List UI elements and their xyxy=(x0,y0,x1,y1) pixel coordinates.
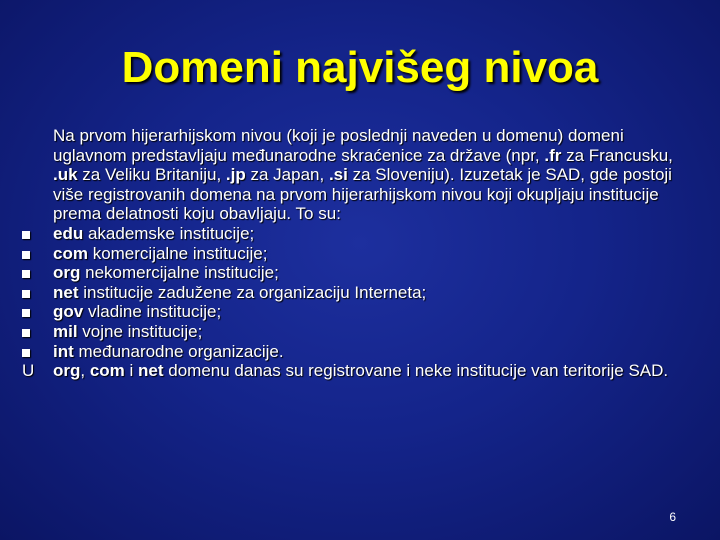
square-bullet-icon xyxy=(22,231,30,239)
intro-text-jp: za Japan, xyxy=(245,165,329,185)
slide-title: Domeni najvišeg nivoa xyxy=(121,43,599,92)
domain-code-uk: .uk xyxy=(53,165,78,185)
domain-code-net: net xyxy=(138,361,164,381)
closing-separator: , xyxy=(80,361,90,381)
domain-description: nekomercijalne institucije; xyxy=(80,263,279,283)
domain-code: mil xyxy=(53,321,78,341)
domain-description: akademske institucije; xyxy=(83,223,255,243)
square-bullet-icon xyxy=(22,309,30,317)
list-item xyxy=(22,244,702,264)
square-bullet-icon xyxy=(22,270,30,278)
domain-code: int xyxy=(53,341,74,361)
domain-description: institucije zadužene za organizaciju Interneta; xyxy=(78,282,427,302)
intro-text-uk: za Veliku Britaniju, xyxy=(77,165,226,185)
domain-description: vladine institucije; xyxy=(83,302,222,322)
closing-paragraph xyxy=(22,361,702,381)
list-item xyxy=(22,263,702,283)
domain-description: komercijalne institucije; xyxy=(87,243,268,263)
domain-code-com: com xyxy=(89,361,125,381)
domain-code: org xyxy=(53,263,81,283)
page-number: 6 xyxy=(669,510,676,524)
domain-code-fr: .fr xyxy=(544,145,562,165)
intro-text-si: za Sloveniju). Izuzetak je SAD, gde postoji više registrovanih domena na prvom hijerarhijskom nivou koji okupljaju institucije prema delatnosti koju obavljaju. To su: xyxy=(53,165,672,224)
domain-code: net xyxy=(53,282,79,302)
domain-code-org: org xyxy=(53,361,81,381)
closing-separator: i xyxy=(124,361,139,381)
list-item xyxy=(22,322,702,342)
square-bullet-icon xyxy=(22,251,30,259)
list-item xyxy=(22,342,702,362)
domain-description: vojne institucije; xyxy=(77,321,203,341)
list-item xyxy=(22,283,702,303)
list-item xyxy=(22,224,702,244)
square-bullet-icon xyxy=(22,290,30,298)
domain-code: edu xyxy=(53,223,84,243)
closing-lead: U xyxy=(22,361,35,381)
closing-text: domenu danas su registrovane i neke institucije van teritorije SAD. xyxy=(163,361,669,381)
domain-code-si: .si xyxy=(328,165,348,185)
intro-text-fr: za Francusku, xyxy=(561,145,673,165)
square-bullet-icon xyxy=(22,329,30,337)
square-bullet-icon xyxy=(22,349,30,357)
intro-text: Na prvom hijerarhijskom nivou (koji je poslednji naveden u domenu) domeni uglavnom predstavljaju međunarodne skraćenice za države (npr, xyxy=(53,126,624,165)
domain-description: međunarodne organizacije. xyxy=(73,341,284,361)
domain-code-jp: .jp xyxy=(225,165,246,185)
list-item xyxy=(22,302,702,322)
intro-paragraph xyxy=(22,126,702,224)
domain-code: com xyxy=(53,243,88,263)
domain-code: gov xyxy=(53,302,84,322)
slide-body xyxy=(22,126,702,381)
